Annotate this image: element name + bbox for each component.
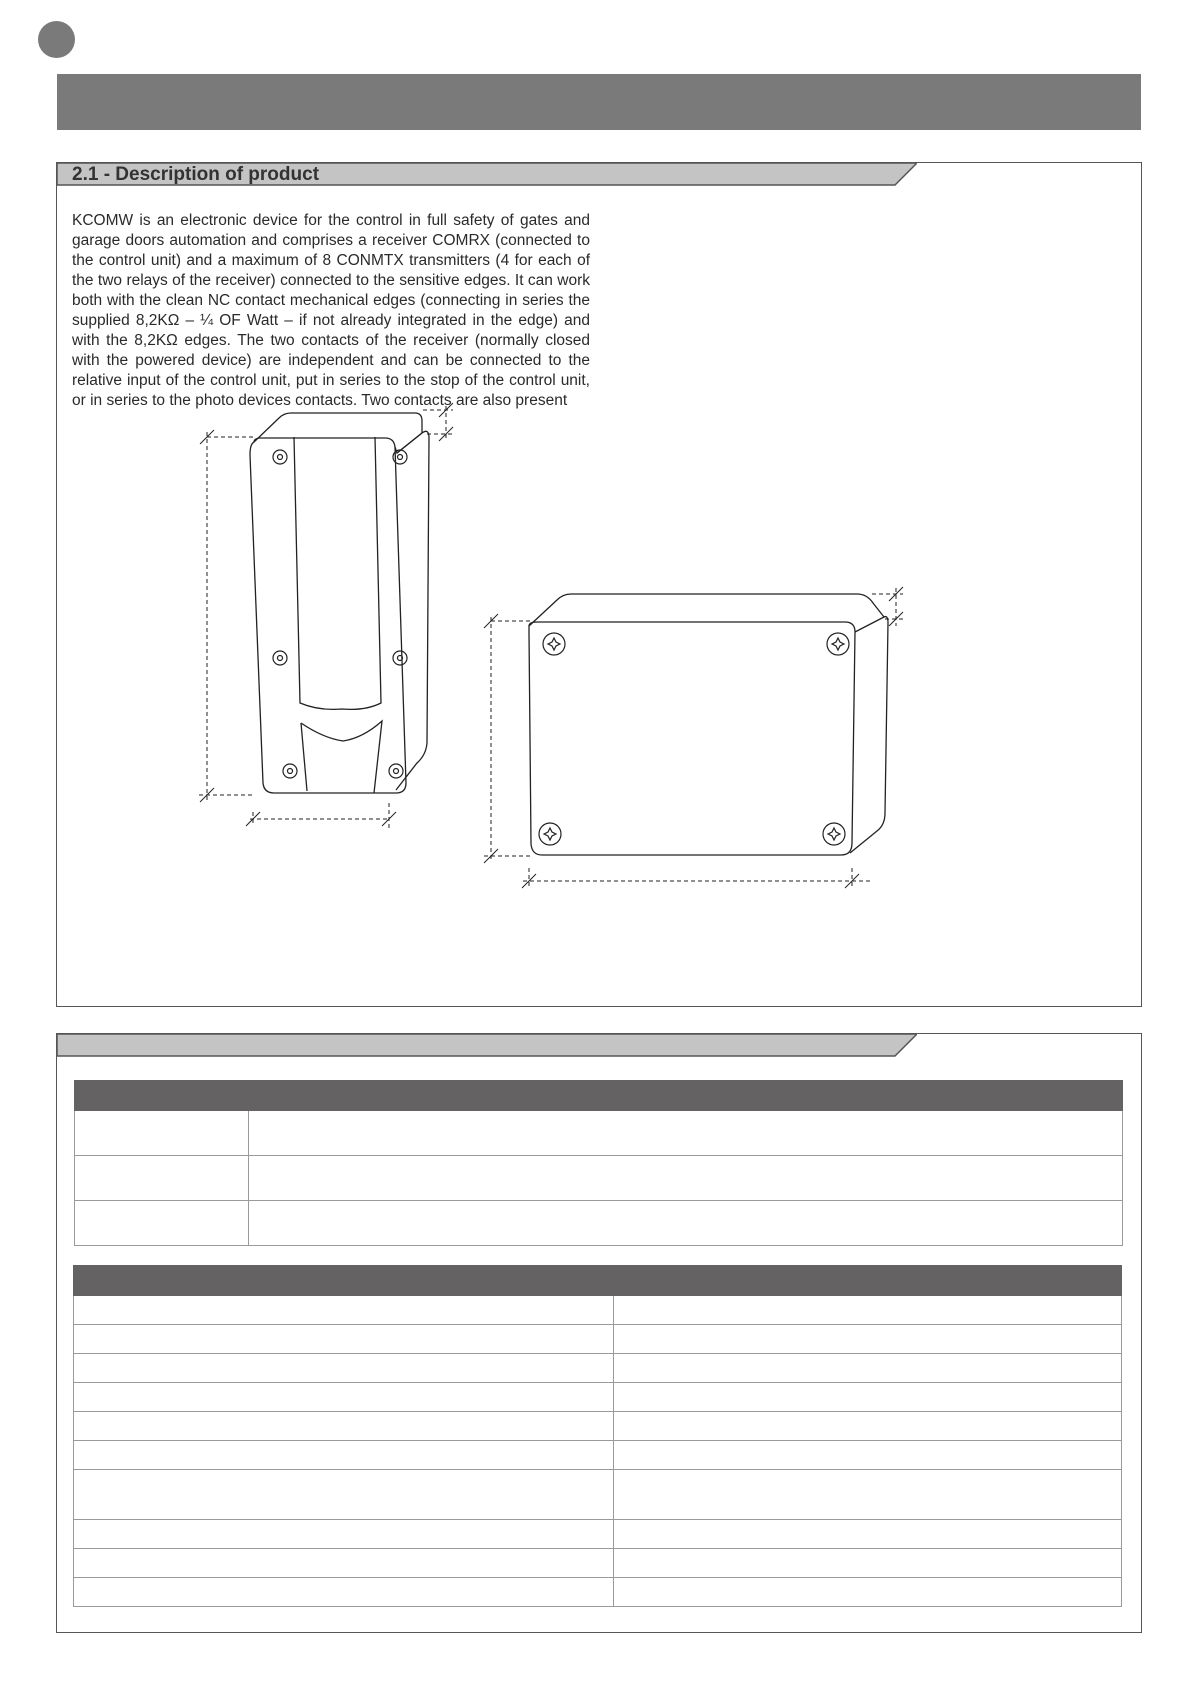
table-cell: [74, 1441, 614, 1470]
table-row: [74, 1578, 1122, 1607]
table-cell: [249, 1111, 1123, 1156]
table-row: [75, 1156, 1123, 1201]
table-row: [74, 1354, 1122, 1383]
table-row: [74, 1441, 1122, 1470]
table-row: [75, 1111, 1123, 1156]
table-cell: [74, 1549, 614, 1578]
table-cell: [249, 1156, 1123, 1201]
product-dimension-drawing: [57, 163, 1141, 1006]
section-description-frame: [56, 162, 1142, 1007]
receiver-drawing: [484, 587, 905, 888]
table-row: [74, 1520, 1122, 1549]
table-cell: [74, 1325, 614, 1354]
table-header-cell: [614, 1266, 1122, 1296]
table-row: [74, 1325, 1122, 1354]
table-cell: [74, 1354, 614, 1383]
table-cell: [614, 1441, 1122, 1470]
table-cell: [74, 1470, 614, 1520]
table-row: [75, 1201, 1123, 1246]
table-cell: [74, 1578, 614, 1607]
table-row: [74, 1549, 1122, 1578]
table-header-cell: [74, 1266, 614, 1296]
table-cell: [614, 1325, 1122, 1354]
table-cell: [614, 1296, 1122, 1325]
product-description: KCOMW is an electronic device for the control in full safety of gates and garage doors automation and comprises a receiver COMRX (connected to the control unit) and a maximum of 8 CONMTX transmitters (4 for each of the two relays of the receiver) connected to the sensitive edges. It can work both with the clean NC contact mechanical edges (connecting in series the supplied 8,2KΩ – ¼ OF Watt – if not already integrated in the edge) and with the 8,2KΩ edges. The two contacts of the receiver (normally closed with the powered device) are independent and can be connected to the relative input of the control unit, put in series to the stop of the control unit, or in series to the photo devices contacts. Two contacts are also present: [72, 212, 590, 409]
table-row: [74, 1383, 1122, 1412]
table-cell: [74, 1296, 614, 1325]
spec-table-1: [74, 1080, 1123, 1246]
table-header: [74, 1266, 1122, 1296]
table-header-cell: [249, 1081, 1123, 1111]
table-header-cell: [75, 1081, 249, 1111]
table-cell: [74, 1520, 614, 1549]
table-cell: [614, 1549, 1122, 1578]
transmitter-drawing: [199, 403, 453, 829]
section-specs-frame: [56, 1033, 1142, 1633]
table-cell: [614, 1354, 1122, 1383]
spec-table-2: [73, 1265, 1122, 1607]
table-cell: [614, 1520, 1122, 1549]
table-cell: [75, 1111, 249, 1156]
table-cell: [74, 1383, 614, 1412]
table-cell: [614, 1470, 1122, 1520]
table-cell: [75, 1156, 249, 1201]
table-cell: [614, 1383, 1122, 1412]
page-number-dot: [38, 21, 75, 58]
table-cell: [614, 1578, 1122, 1607]
section-tab: [57, 1034, 917, 1057]
table-cell: [614, 1412, 1122, 1441]
table-row: [74, 1470, 1122, 1520]
table-cell: [74, 1412, 614, 1441]
table-cell: [249, 1201, 1123, 1246]
chapter-header-bar: [57, 74, 1141, 130]
table-cell: [75, 1201, 249, 1246]
table-header: [75, 1081, 1123, 1111]
table-row: [74, 1412, 1122, 1441]
section-title: 2.1 - Description of product: [72, 164, 320, 185]
table-row: [74, 1296, 1122, 1325]
